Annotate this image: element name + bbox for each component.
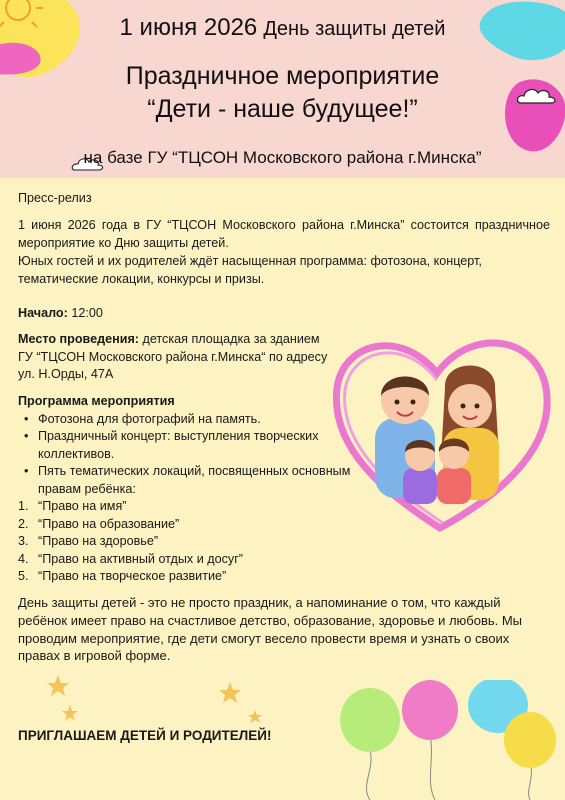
press-paragraph-1: 1 июня 2026 года в ГУ “ТЦСОН Московского района г.Минска” состоится праздничное мероприятие ко Дню защиты детей. <box>18 218 550 250</box>
title-occasion: День защиты детей <box>263 18 446 40</box>
start-label: Начало: <box>18 306 68 320</box>
list-item: • Фотозона для фотографий на память. <box>24 411 261 426</box>
event-title <box>0 60 565 126</box>
header-banner <box>0 0 565 178</box>
list-item: 3. “Право на здоровье” <box>18 534 159 548</box>
press-release-label: Пресс-релиз <box>18 191 92 205</box>
rights-list <box>18 498 363 586</box>
press-paragraph-2: Юных гостей и их родителей ждёт насыщенная программа: фотозона, концерт, тематические локации, конкурсы и призы. <box>18 254 482 286</box>
program-block <box>18 393 363 586</box>
list-item: • Праздничный концерт: выступления творческих коллективов. <box>24 429 319 461</box>
place-value-2: ГУ “ТЦСОН Московского района г.Минска“ по адресу <box>18 349 328 364</box>
title-date: 1 июня 2026 <box>119 14 258 41</box>
start-value: 12:00 <box>67 306 103 320</box>
list-item: 2. “Право на образование” <box>18 516 180 531</box>
list-item: 5. “Право на творческое развитие” <box>18 569 227 583</box>
program-title: Программа мероприятия <box>18 394 175 408</box>
venue-line: на базе ГУ “ТЦСОН Московского района г.Минска” <box>83 148 482 167</box>
list-item: 4. “Право на активный отдых и досуг” <box>18 551 243 566</box>
title-date-line <box>0 14 565 42</box>
family-heart-illustration <box>325 318 555 548</box>
list-item: 1. “Право на имя” <box>18 499 127 513</box>
program-list <box>18 411 363 499</box>
list-item: • Пять тематических локаций, посвященных основным правам ребёнка: <box>24 464 351 496</box>
balloons-decoration-icon <box>330 680 565 800</box>
place-label: Место проведения: <box>18 332 139 346</box>
place-value-3: ул. Н.Орды, 47А <box>18 367 114 381</box>
event-title-line1: Праздничное мероприятие <box>125 62 440 90</box>
place-value-1: детская площадка за зданием <box>139 332 320 346</box>
invitation-text: ПРИГЛАШАЕМ ДЕТЕЙ И РОДИТЕЛЕЙ! <box>18 728 272 743</box>
event-title-line2: “Дети - наше будущее!” <box>147 95 418 123</box>
closing-paragraph: День защиты детей - это не просто праздник, а напоминание о том, что каждый ребёнок имеет право на счастливое детство, образование, здоровье и любовь. Мы проводим мероприятие, где дети смогут весело провести время и узнать о своих правах в игровой форме. <box>18 595 523 664</box>
venue-block <box>18 331 338 384</box>
